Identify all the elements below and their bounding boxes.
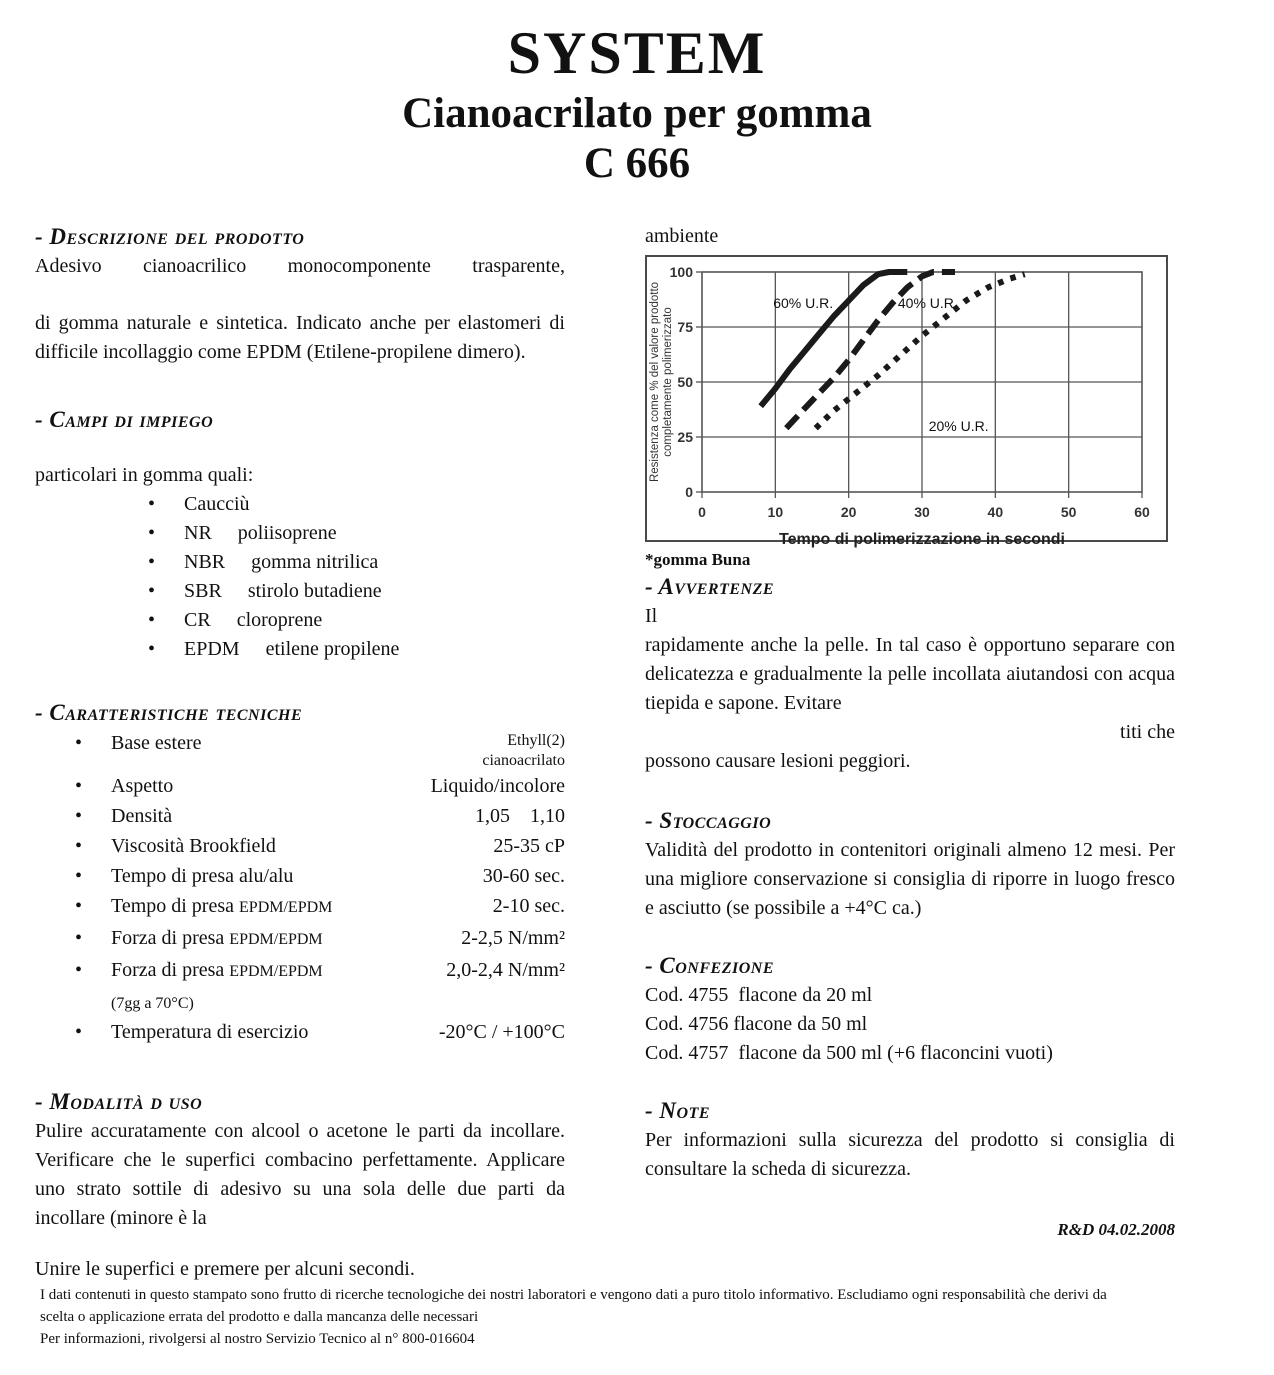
svg-text:75: 75 (677, 319, 693, 335)
section-heading-modalita: - Modalità d uso (35, 1089, 203, 1114)
bullet-icon (75, 923, 111, 953)
svg-text:50: 50 (677, 374, 693, 390)
svg-text:0: 0 (698, 504, 706, 520)
tech-spec-row (35, 728, 565, 771)
rubber-type-item (35, 577, 565, 606)
bullet-icon (75, 801, 111, 831)
revision-date: R&D 04.02.2008 (1057, 1220, 1175, 1239)
bullet-icon (75, 891, 111, 921)
tech-spec-row (35, 955, 565, 1017)
bullet-icon (75, 1017, 111, 1047)
spec-value: 1,05 1,10 (475, 805, 565, 827)
package-code-line: Cod. 4756 flacone da 50 ml (645, 1013, 868, 1035)
rubber-code: SBR (184, 580, 222, 602)
bullet-icon (148, 635, 184, 664)
spec-value: -20°C / +100°C (438, 1021, 565, 1043)
bullet-icon (148, 548, 184, 577)
package-code-line: Cod. 4755 flacone da 20 ml (645, 984, 873, 1006)
avvertenze-paragraph: rapidamente anche la pelle. In tal caso è opportuno separare con delicatezza e gradualmente la pelle incollata aiutandosi con acqua tiepida e sapone. Evitare (645, 634, 1175, 714)
note-paragraph: Per informazioni sulla sicurezza del prodotto si consiglia di consultare la scheda di sicurezza. (645, 1129, 1175, 1180)
rubber-type-item (35, 606, 565, 635)
spec-label: Tempo di presa alu/alu (111, 865, 294, 887)
tech-spec-row (35, 801, 565, 831)
chart-x-axis-label: Tempo di polimerizzazione in secondi (779, 531, 1065, 548)
spec-note: (7gg a 70°C) (111, 995, 194, 1012)
spec-value: 2-2,5 N/mm² (461, 927, 565, 949)
series-label: 40% U.R. (897, 294, 958, 311)
rubber-type-item (35, 490, 565, 519)
tech-spec-row (35, 891, 565, 923)
avvertenze-last-line: possono causare lesioni peggiori. (645, 750, 911, 772)
rubber-code: CR (184, 609, 211, 631)
spec-label: Aspetto (111, 775, 174, 797)
series-label: 60% U.R. (773, 294, 834, 311)
rubber-desc: cloroprene (236, 609, 323, 631)
section-heading-descrizione: - Descrizione del prodotto (35, 224, 305, 249)
right-column (645, 222, 1175, 1284)
section-heading-note: - Note (645, 1098, 711, 1123)
series-line (761, 272, 908, 406)
stoccaggio-paragraph: Validità del prodotto in contenitori originali almeno 12 mesi. Per una migliore conservazione si consiglia di riporre in luogo fresco e asciutto (se possibile a +4°C ca.) (645, 839, 1175, 919)
bullet-icon (148, 519, 184, 548)
redacted-gap (35, 281, 565, 309)
bullet-icon (148, 606, 184, 635)
bullet-icon (75, 861, 111, 891)
two-column-body (0, 222, 1274, 1284)
product-code: C 666 (583, 140, 691, 187)
tech-spec-row (35, 1017, 565, 1047)
rubber-type-item (35, 548, 565, 577)
svg-text:0: 0 (685, 484, 693, 500)
ambiente-label: ambiente (645, 225, 719, 247)
footer-line: Per informazioni, rivolgersi al nostro Servizio Tecnico al n° 800-016604 (40, 1331, 475, 1347)
document-header (0, 0, 1274, 188)
tech-specs-table (35, 728, 565, 1047)
footer-line: I dati contenuti in questo stampato sono frutto di ricerche tecnologiche dei nostri laboratori e vengono dati a puro titolo informativo. Escludiamo ogni responsabilità che derivi da (40, 1287, 1107, 1303)
rubber-desc: etilene propilene (265, 638, 400, 660)
chart-y-axis-label: Resistenza come % del valore prodotto completamente polimerizzato (649, 281, 674, 483)
rubber-type-item (35, 635, 565, 664)
chart-footnote: *gomma Buna (645, 550, 751, 569)
spec-label: Forza di presa EPDM/EPDM (7gg a 70°C) (111, 959, 323, 1012)
section-heading-avvertenze: - Avvertenze (645, 574, 775, 599)
campi-intro: particolari in gomma quali: (35, 464, 254, 486)
tech-spec-row (35, 861, 565, 891)
bullet-icon (75, 771, 111, 801)
bullet-icon (75, 955, 111, 985)
svg-text:50: 50 (1060, 504, 1077, 520)
descrizione-paragraph: di gomma naturale e sintetica. Indicato anche per elastomeri di difficile incollaggio come EPDM (Etilene-propilene dimero). (35, 312, 565, 363)
rubber-desc: poliisoprene (237, 522, 337, 544)
spec-label: Base estere (111, 732, 202, 754)
spec-value: Liquido/incolore (430, 775, 565, 797)
legal-footer (40, 1284, 1250, 1350)
section-heading-confezione: - Confezione (645, 953, 774, 978)
cure-speed-chart (645, 255, 1168, 548)
package-code-line: Cod. 4757 flacone da 500 ml (+6 flaconcini vuoti) (645, 1042, 1053, 1064)
spec-value: 25-35 cP (493, 835, 565, 857)
product-title: Cianoacrilato per gomma (402, 90, 872, 137)
spec-value: 30-60 sec. (482, 865, 565, 887)
rubber-desc: stirolo butadiene (247, 580, 382, 602)
modalita-paragraph: Pulire accuratamente con alcool o acetone le parti da incollare. Verificare che le superfici combacino perfettamente. Applicare uno strato sottile di adesivo su una sola delle due parti da incollare (minore è la (35, 1120, 565, 1229)
brand-title: SYSTEM (507, 20, 767, 86)
spec-label: Temperatura di esercizio (111, 1021, 309, 1043)
svg-text:20: 20 (840, 504, 857, 520)
modalita-last-line: Unire le superfici e premere per alcuni secondi. (35, 1258, 415, 1280)
svg-text:30: 30 (914, 504, 930, 520)
descrizione-line1: Adesivo cianoacrilico monocomponente trasparente, (35, 255, 565, 277)
svg-text:60: 60 (1134, 504, 1150, 520)
left-column (35, 222, 565, 1284)
spec-label: Forza di presa EPDM/EPDM (111, 927, 323, 949)
chart-plot-area (647, 257, 1162, 548)
footer-line: scelta o applicazione errata del prodotto e dalla mancanza delle necessari (40, 1309, 479, 1325)
svg-text:100: 100 (669, 264, 693, 280)
bullet-icon (75, 831, 111, 861)
rubber-types-list (35, 490, 565, 664)
rubber-code: EPDM (184, 638, 240, 660)
section-heading-caratteristiche: - Caratteristiche tecniche (35, 700, 303, 725)
rubber-type-item (35, 519, 565, 548)
bullet-icon (148, 577, 184, 606)
spec-label: Densità (111, 805, 173, 827)
section-heading-stoccaggio: - Stoccaggio (645, 808, 772, 833)
tech-spec-row (35, 831, 565, 861)
spec-value: 2,0-2,4 N/mm² (446, 959, 565, 981)
svg-text:40: 40 (987, 504, 1004, 520)
rubber-code: NR (184, 522, 212, 544)
spec-value: 2-10 sec. (492, 895, 565, 917)
section-heading-campi: - Campi di impiego (35, 407, 214, 432)
svg-text:10: 10 (767, 504, 784, 520)
avvertenze-line1: Il (645, 605, 658, 627)
spec-label: Tempo di presa EPDM/EPDM (111, 895, 333, 917)
rubber-desc: gomma nitrilica (251, 551, 379, 573)
spec-value: Ethyll(2) cianoacrilato (482, 732, 565, 769)
bullet-icon (148, 490, 184, 519)
svg-text:25: 25 (677, 429, 693, 445)
confezione-list (645, 981, 1175, 1068)
tech-spec-row (35, 923, 565, 955)
bullet-icon (75, 728, 111, 758)
redacted-gap (35, 1233, 565, 1255)
spec-label: Viscosità Brookfield (111, 835, 276, 857)
rubber-code: NBR (184, 551, 226, 573)
series-label: 20% U.R. (928, 418, 989, 434)
tech-spec-row (35, 771, 565, 801)
avvertenze-right-fragment: titi che (1120, 721, 1175, 743)
rubber-code: Caucciù (184, 493, 250, 515)
